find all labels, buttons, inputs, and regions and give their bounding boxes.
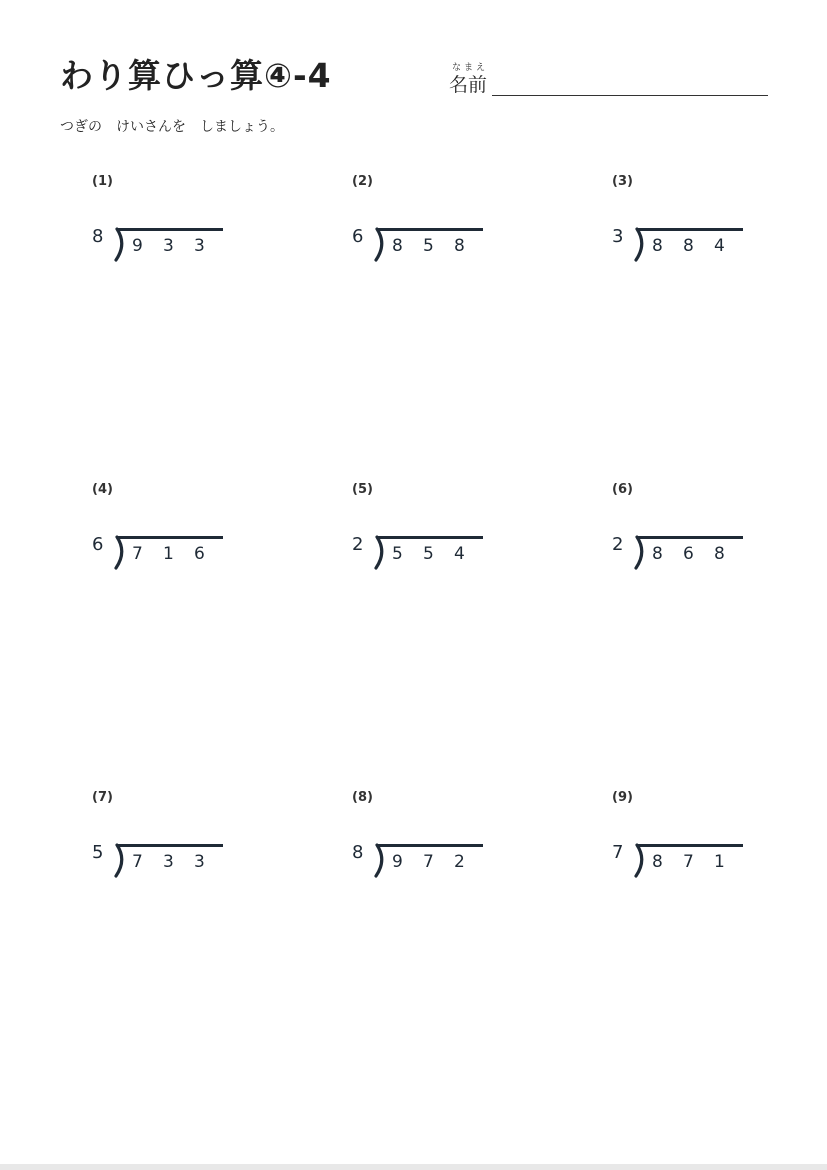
divisor: 2 [612, 534, 624, 555]
dividend-digit: 3 [163, 236, 174, 256]
dividend-digit: 1 [163, 544, 174, 564]
division-bracket-icon [632, 226, 652, 262]
division-bar [377, 228, 483, 231]
division-problem [612, 790, 782, 890]
dividend-digit: 8 [454, 236, 465, 256]
name-label: 名前 [449, 74, 488, 96]
dividend [132, 544, 225, 564]
division-problem [92, 790, 262, 890]
divisor: 6 [352, 226, 364, 247]
dividend-digit: 8 [652, 236, 663, 256]
divisor: 7 [612, 842, 624, 863]
dividend [652, 544, 745, 564]
division-problem [92, 174, 262, 274]
name-ruby: なまえ [452, 63, 489, 73]
division-bar [637, 228, 743, 231]
division-bar [377, 536, 483, 539]
dividend [652, 852, 745, 872]
dividend-digit: 6 [683, 544, 694, 564]
division-problem [352, 174, 522, 274]
dividend [392, 236, 485, 256]
division-problem [612, 482, 782, 582]
dividend-digit: 3 [194, 852, 205, 872]
divisor: 3 [612, 226, 624, 247]
division-bracket-icon [372, 534, 392, 570]
division-bracket-icon [632, 534, 652, 570]
dividend-digit: 8 [714, 544, 725, 564]
division-problem [92, 482, 262, 582]
problem-number: (8) [352, 790, 373, 805]
dividend-digit: 2 [454, 852, 465, 872]
problem-number: (5) [352, 482, 373, 497]
dividend-digit: 1 [714, 852, 725, 872]
division-bracket-icon [112, 534, 132, 570]
divisor: 8 [352, 842, 364, 863]
dividend-digit: 5 [423, 236, 434, 256]
division-bar [117, 536, 223, 539]
dividend-digit: 7 [132, 544, 143, 564]
dividend-digit: 8 [392, 236, 403, 256]
dividend-digit: 3 [163, 852, 174, 872]
division-bracket-icon [112, 842, 132, 878]
division-problem [352, 790, 522, 890]
instruction-text: つぎの けいさんを しましょう。 [60, 119, 284, 135]
dividend-digit: 7 [423, 852, 434, 872]
dividend-digit: 9 [132, 236, 143, 256]
name-field[interactable] [449, 60, 769, 100]
name-underline[interactable] [492, 95, 768, 96]
dividend-digit: 6 [194, 544, 205, 564]
problem-number: (4) [92, 482, 113, 497]
divisor: 2 [352, 534, 364, 555]
dividend [132, 852, 225, 872]
division-bracket-icon [372, 842, 392, 878]
dividend-digit: 5 [423, 544, 434, 564]
dividend [132, 236, 225, 256]
division-problem [612, 174, 782, 274]
division-bracket-icon [632, 842, 652, 878]
problem-number: (1) [92, 174, 113, 189]
problem-number: (6) [612, 482, 633, 497]
divisor: 8 [92, 226, 104, 247]
problem-number: (9) [612, 790, 633, 805]
dividend [392, 544, 485, 564]
division-bar [637, 536, 743, 539]
divisor: 5 [92, 842, 104, 863]
division-bracket-icon [372, 226, 392, 262]
division-bar [637, 844, 743, 847]
dividend-digit: 9 [392, 852, 403, 872]
division-bar [117, 844, 223, 847]
dividend-digit: 8 [652, 852, 663, 872]
divisor: 6 [92, 534, 104, 555]
problem-number: (2) [352, 174, 373, 189]
dividend-digit: 8 [652, 544, 663, 564]
problem-number: (3) [612, 174, 633, 189]
division-bracket-icon [112, 226, 132, 262]
dividend-digit: 3 [194, 236, 205, 256]
problem-number: (7) [92, 790, 113, 805]
division-problem [352, 482, 522, 582]
dividend [652, 236, 745, 256]
dividend-digit: 4 [714, 236, 725, 256]
dividend-digit: 5 [392, 544, 403, 564]
worksheet-title: わり算ひっ算④-4 [60, 56, 332, 95]
dividend [392, 852, 485, 872]
division-bar [377, 844, 483, 847]
page-bottom-edge [0, 1164, 827, 1170]
dividend-digit: 7 [132, 852, 143, 872]
dividend-digit: 8 [683, 236, 694, 256]
dividend-digit: 4 [454, 544, 465, 564]
dividend-digit: 7 [683, 852, 694, 872]
division-bar [117, 228, 223, 231]
